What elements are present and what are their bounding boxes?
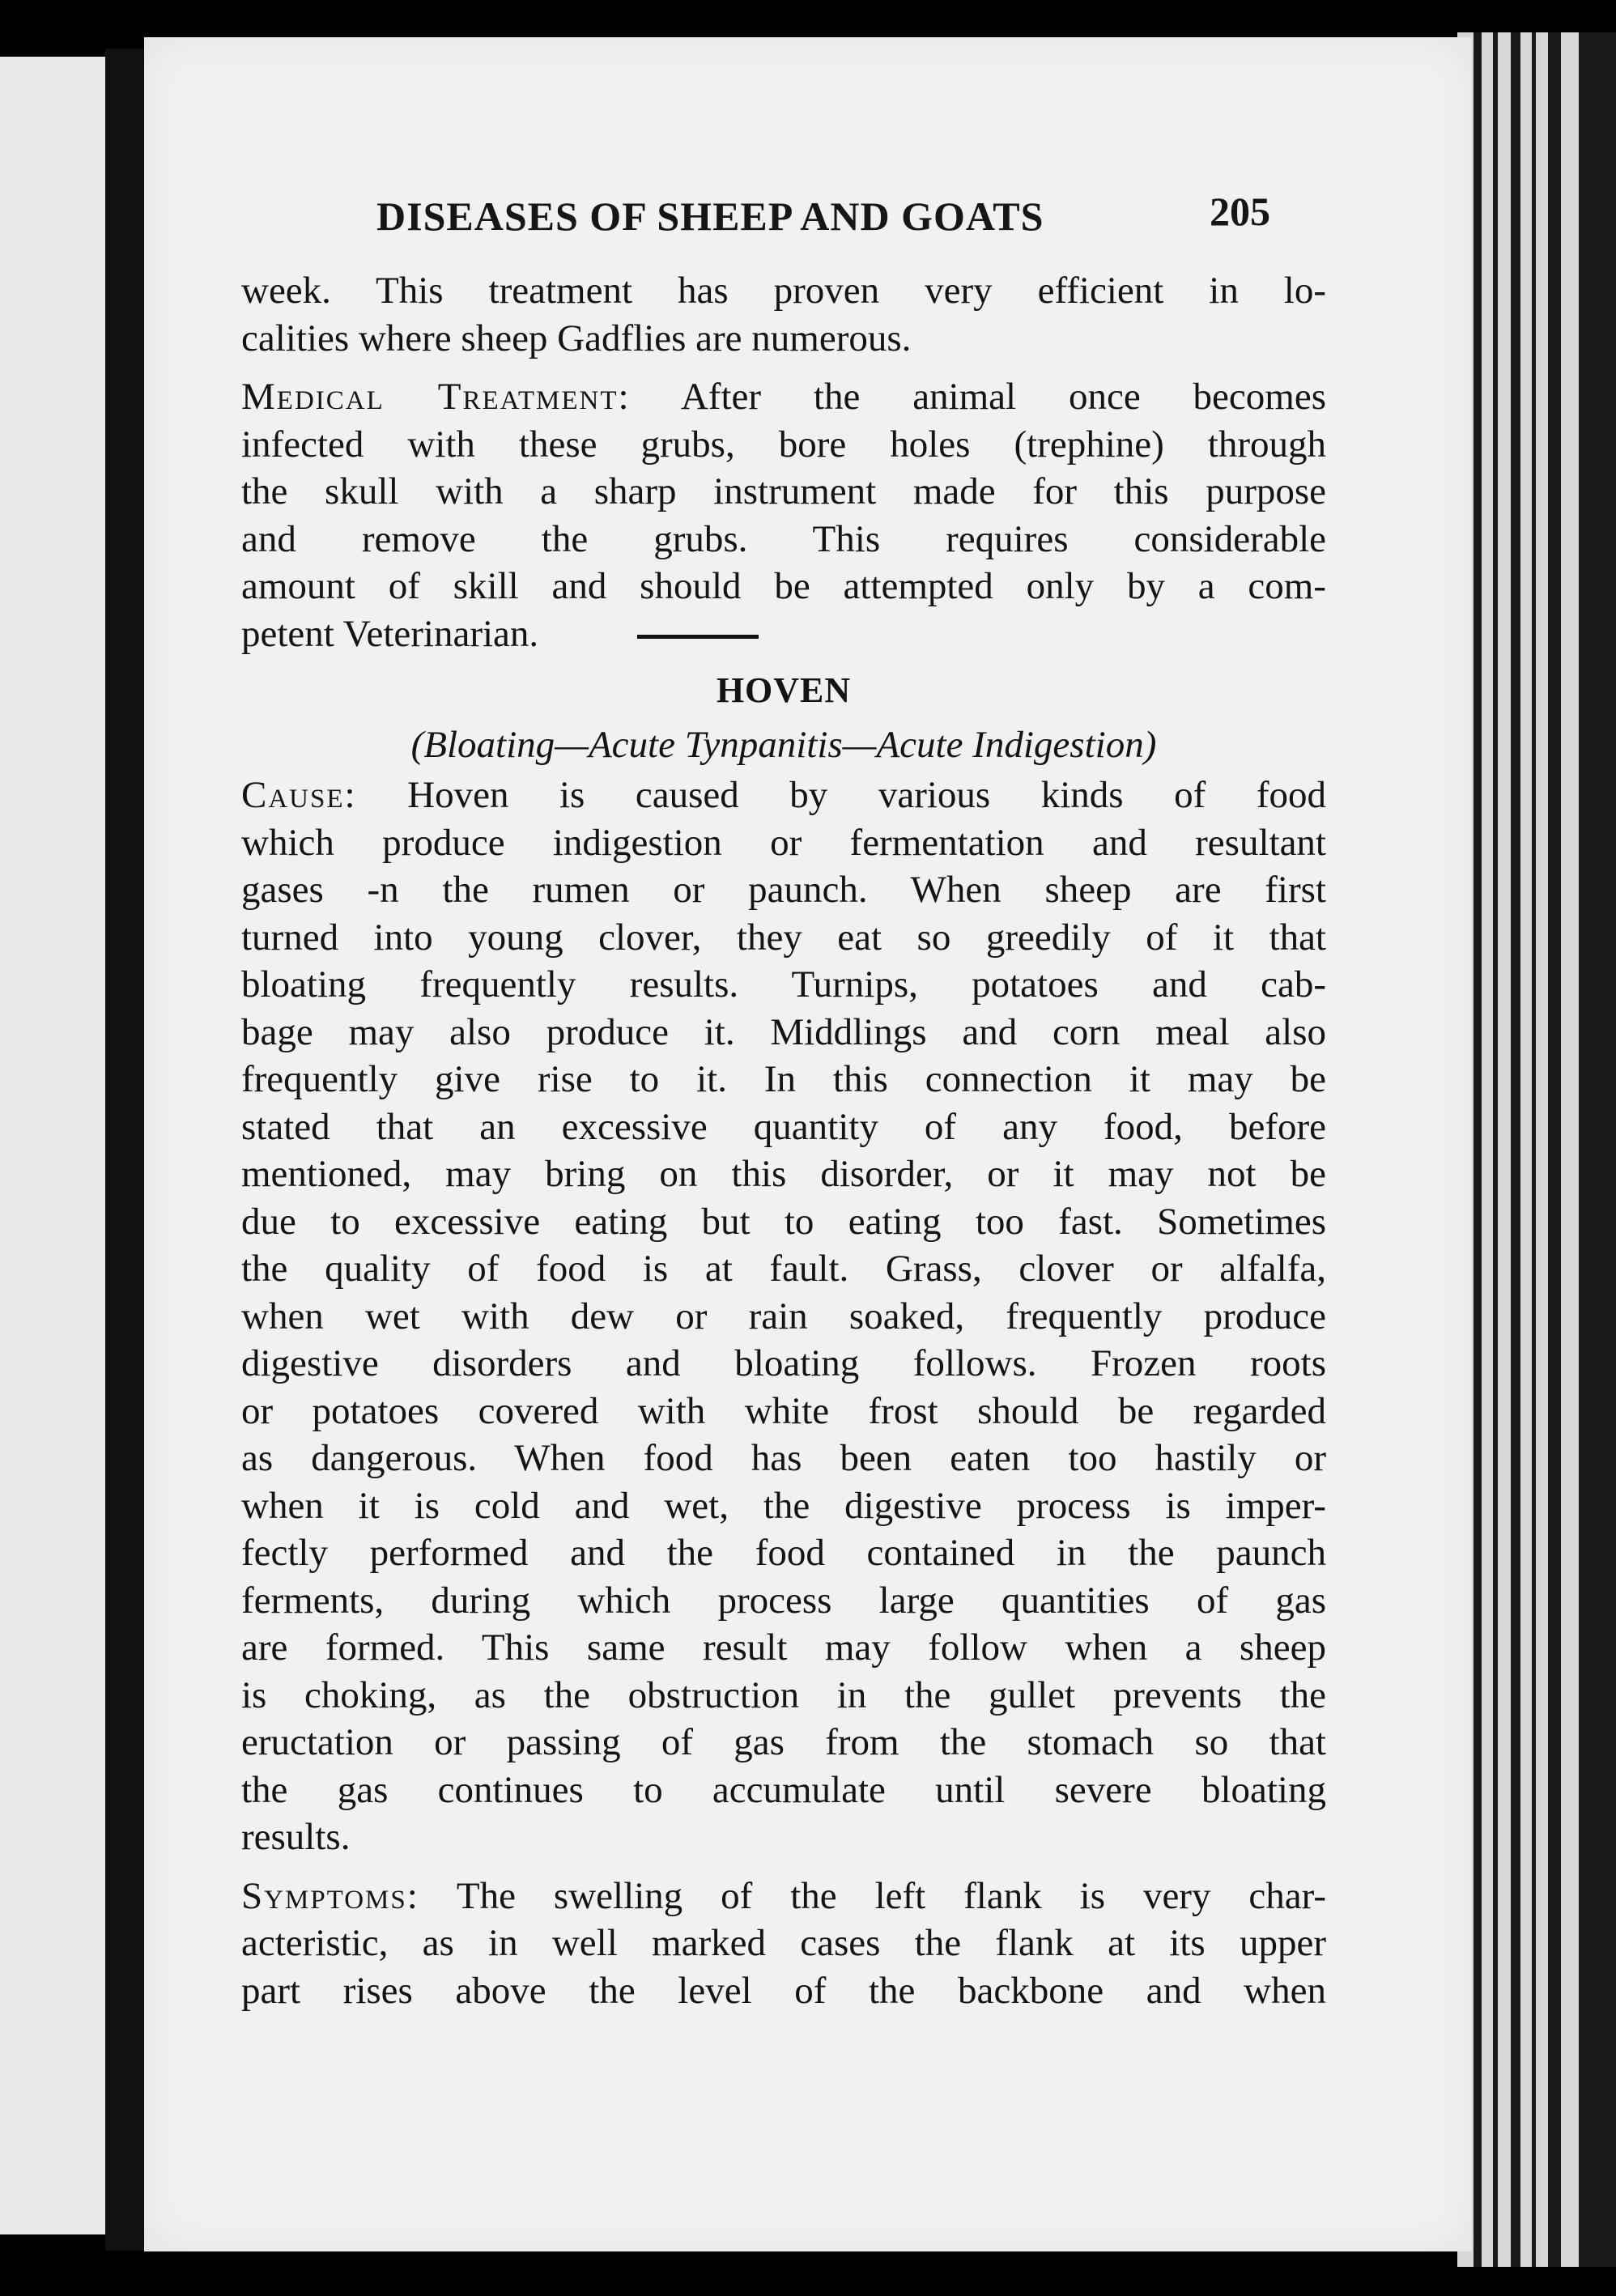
paragraph-symptoms [241, 1873, 1326, 2015]
text-line: petent Veterinarian. [241, 612, 539, 655]
medical-treatment-label: Medical Treatment: [241, 376, 631, 418]
paragraph-intro [241, 267, 1326, 362]
text-line: After the animal once becomes [680, 376, 1326, 418]
text-line: and remove the grubs. This requires considerable [241, 517, 1326, 560]
page-gutter-shadow [105, 49, 144, 2251]
section-divider-rule [637, 635, 759, 639]
section-title: HOVEN [716, 670, 852, 710]
text-line: turned into young clover, they eat so greedily of it that [241, 916, 1326, 959]
binding-line [1548, 32, 1561, 2267]
text-line: when wet with dew or rain soaked, frequently produce [241, 1295, 1326, 1337]
binding-line [1474, 32, 1482, 2267]
adjacent-page-strip [0, 57, 121, 2234]
book-binding [1457, 32, 1616, 2267]
text-line: or potatoes covered with white frost should be regarded [241, 1389, 1326, 1432]
paragraph-cause [241, 772, 1326, 1861]
page-number: 205 [1210, 189, 1270, 234]
text-line: bage may also produce it. Middlings and corn meal also [241, 1010, 1326, 1053]
text-line: the skull with a sharp instrument made for this purpose [241, 470, 1326, 512]
symptoms-label: Symptoms: [241, 1874, 419, 1917]
running-title: DISEASES OF SHEEP AND GOATS [376, 193, 1044, 239]
text-line: the quality of food is at fault. Grass, clover or alfalfa, [241, 1248, 1326, 1290]
text-line: amount of skill and should be attempted only by a com- [241, 565, 1326, 607]
text-line: the gas continues to accumulate until severe bloating [241, 1768, 1326, 1811]
text-line: are formed. This same result may follow when a sheep [241, 1626, 1326, 1669]
text-line: fectly performed and the food contained in the paunch [241, 1532, 1326, 1574]
text-line: frequently give rise to it. In this connection it may be [241, 1058, 1326, 1100]
text-line: week. This treatment has proven very efficient in lo- [241, 270, 1326, 312]
text-line: is choking, as the obstruction in the gullet prevents the [241, 1673, 1326, 1716]
text-line: part rises above the level of the backbone and when [241, 1969, 1326, 2012]
text-line: ferments, during which process large quantities of gas [241, 1579, 1326, 1622]
cause-label: Cause: [241, 774, 357, 816]
text-line: bloating frequently results. Turnips, potatoes and cab- [241, 963, 1326, 1006]
text-line: acteristic, as in well marked cases the flank at its upper [241, 1922, 1326, 1964]
text-line: digestive disorders and bloating follows. Frozen roots [241, 1342, 1326, 1384]
text-line: stated that an excessive quantity of any food, before [241, 1105, 1326, 1148]
text-line: calities where sheep Gadflies are numerous. [241, 317, 912, 359]
binding-line [1511, 32, 1520, 2267]
text-line: Hoven is caused by various kinds of food [407, 774, 1326, 816]
page-body [241, 267, 1326, 2014]
text-line: when it is cold and wet, the digestive process is imper- [241, 1484, 1326, 1527]
text-line: mentioned, may bring on this disorder, or it may not be [241, 1153, 1326, 1195]
text-line: results. [241, 1816, 351, 1858]
binding-line [1493, 32, 1498, 2267]
text-line: due to excessive eating but to eating too fast. Sometimes [241, 1200, 1326, 1243]
text-line: The swelling of the left flank is very char- [456, 1874, 1326, 1917]
text-line: infected with these grubs, bore holes (trephine) through [241, 423, 1326, 466]
text-line: gases -n the rumen or paunch. When sheep are first [241, 869, 1326, 911]
text-line: which produce indigestion or fermentation and resultant [241, 821, 1326, 864]
section-subtitle: (Bloating—Acute Tynpanitis—Acute Indigestion) [410, 723, 1157, 766]
binding-line [1579, 32, 1616, 2267]
text-line: eructation or passing of gas from the stomach so that [241, 1721, 1326, 1763]
text-line: as dangerous. When food has been eaten too hastily or [241, 1437, 1326, 1479]
binding-line [1532, 32, 1536, 2267]
paragraph-medical-treatment [241, 373, 1326, 657]
